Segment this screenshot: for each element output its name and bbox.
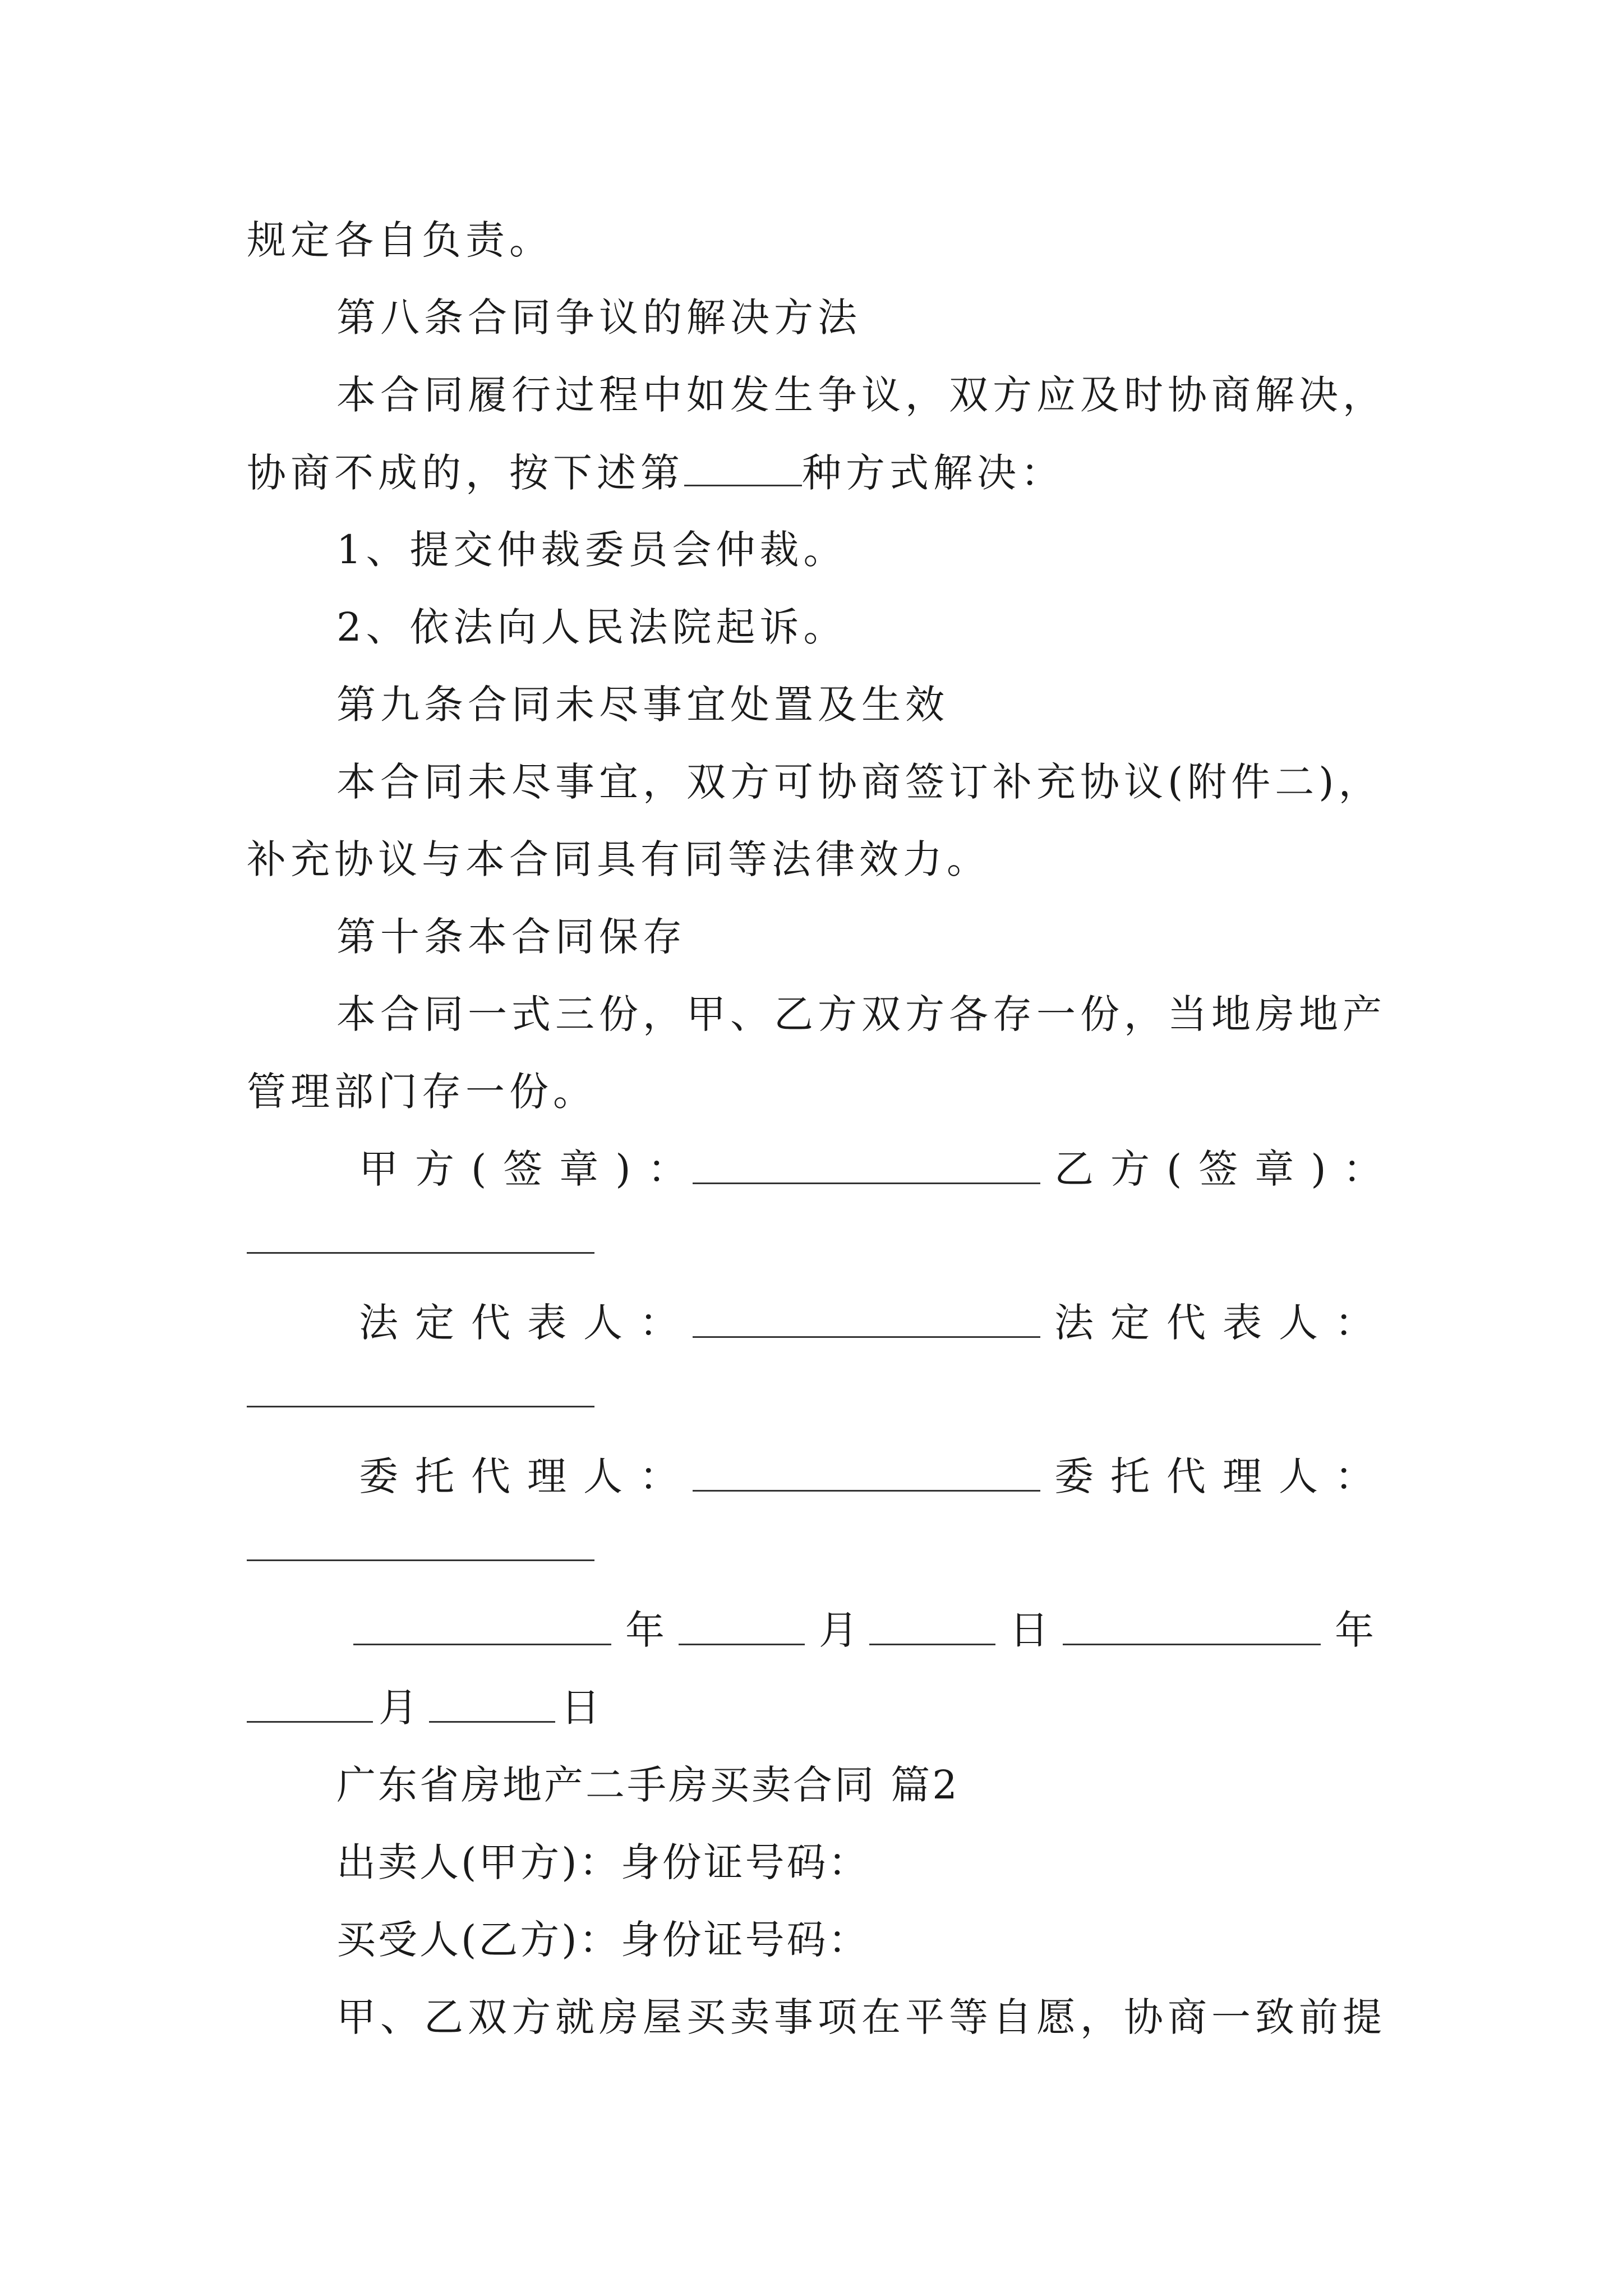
paragraph-continuation: 规定各自负责。	[247, 217, 553, 263]
party-a-year-label: 年	[625, 1607, 665, 1653]
party-b-legal-rep-label: 法定代表人：	[1054, 1300, 1391, 1346]
article-10-paragraph-line-1: 本合同一式三份，甲、乙方双方各存一份，当地房地产	[336, 991, 1386, 1037]
article-9-paragraph-line-1: 本合同未尽事宜，双方可协商签订补充协议(附件二)，	[336, 759, 1382, 805]
party-a-year-blank	[353, 1644, 611, 1645]
article-10-title: 第十条本合同保存	[336, 914, 686, 960]
party-b-year-label: 年	[1335, 1607, 1374, 1653]
article-8-text-a: 协商不成的，按下述第	[247, 450, 684, 496]
method-number-blank	[684, 445, 802, 486]
article-8-title: 第八条合同争议的解决方法	[336, 295, 861, 341]
party-a-legal-rep-blank	[693, 1336, 1040, 1338]
buyer-line: 买受人(乙方)：身份证号码：	[336, 1917, 870, 1963]
party-b-agent-label: 委托代理人：	[1054, 1453, 1391, 1499]
party-b-seal-blank	[247, 1252, 594, 1254]
article-8-paragraph-line-1: 本合同履行过程中如发生争议，双方应及时协商解决，	[336, 372, 1386, 418]
article-8-text-b: 种方式解决：	[802, 450, 1064, 496]
party-b-month-label: 月	[379, 1685, 418, 1731]
party-a-month-label: 月	[819, 1607, 858, 1653]
party-b-month-blank	[247, 1721, 373, 1723]
article-8-option-1: 1、提交仲裁委员会仲裁。	[336, 527, 847, 573]
party-a-month-blank	[679, 1644, 805, 1645]
article-8-option-2: 2、依法向人民法院起诉。	[336, 604, 847, 650]
party-b-year-blank	[1063, 1644, 1321, 1645]
article-9-paragraph-line-2: 补充协议与本合同具有同等法律效力。	[247, 836, 990, 882]
party-b-day-blank	[429, 1721, 555, 1723]
party-a-agent-blank	[693, 1490, 1040, 1492]
party-a-day-blank	[869, 1644, 995, 1645]
party-a-agent-label: 委托代理人：	[359, 1453, 695, 1499]
article-9-title: 第九条合同未尽事宜处置及生效	[336, 682, 949, 728]
party-b-agent-blank	[247, 1559, 594, 1561]
party-a-seal-blank	[693, 1182, 1040, 1184]
party-a-legal-rep-label: 法定代表人：	[359, 1300, 695, 1346]
party-b-seal-label: 乙方(签章)：	[1054, 1146, 1399, 1192]
party-b-legal-rep-blank	[247, 1406, 594, 1407]
section-2-title: 广东省房地产二手房买卖合同 篇2	[336, 1762, 960, 1808]
party-a-day-label: 日	[1009, 1607, 1049, 1653]
agreement-intro-line: 甲、乙双方就房屋买卖事项在平等自愿，协商一致前提	[336, 1994, 1386, 2040]
party-a-seal-label: 甲方(签章)：	[359, 1146, 704, 1192]
party-b-day-label: 日	[561, 1685, 600, 1731]
article-10-paragraph-line-2: 管理部门存一份。	[247, 1069, 597, 1115]
seller-line: 出卖人(甲方)：身份证号码：	[336, 1839, 870, 1885]
article-8-paragraph-line-2	[247, 445, 1385, 500]
